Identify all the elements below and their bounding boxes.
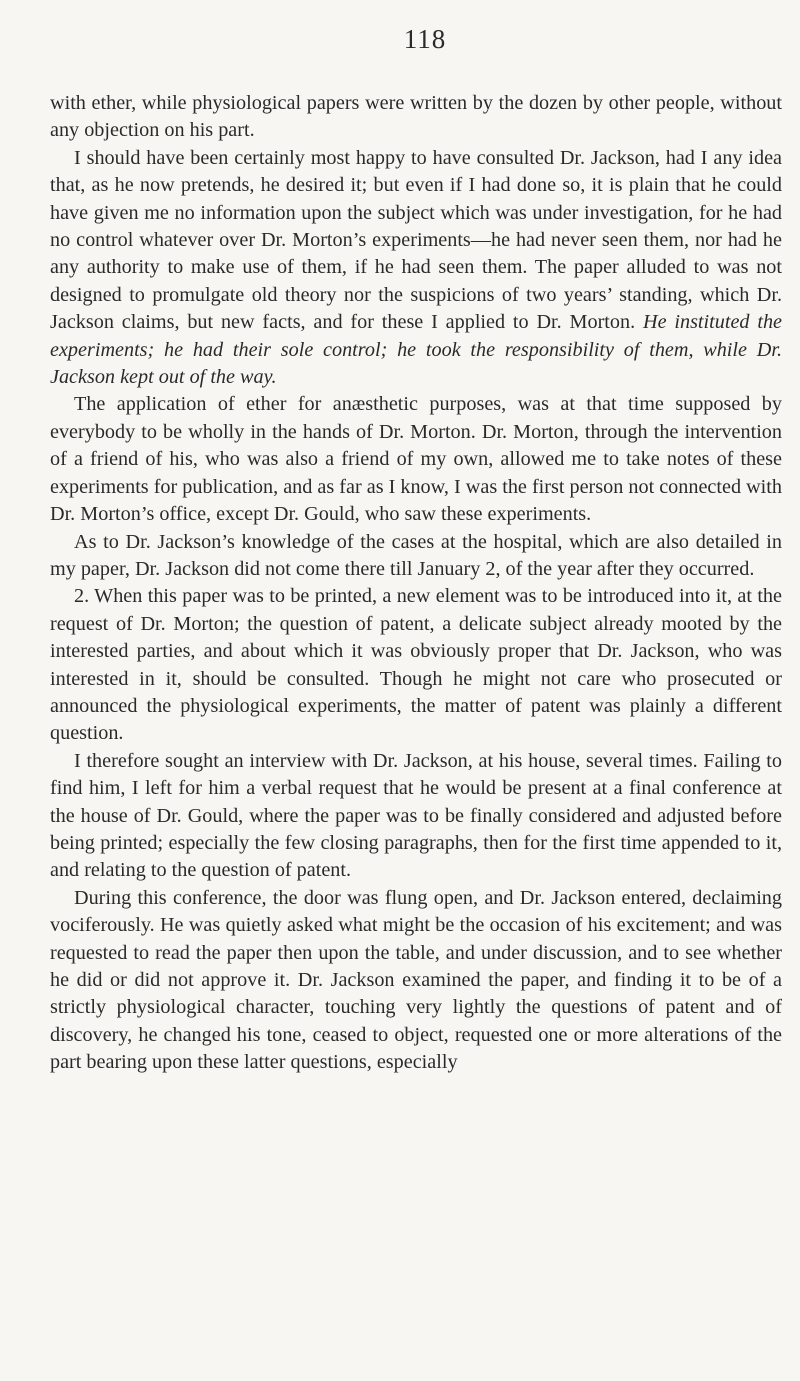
body-text bbox=[50, 90, 782, 1077]
italic-text-run: He instituted the experiments; he had their sole control; he took the responsibility of them, while Dr. Jackson kept out of the way. bbox=[50, 311, 783, 389]
text-run: with ether, while physiological papers were written by the dozen by other people, without any objection on his part. bbox=[50, 92, 782, 142]
text-run: As to Dr. Jackson’s knowledge of the cases at the hospital, which are also detailed in my paper, Dr. Jackson did not come there till January 2, of the year after they occurred. bbox=[50, 530, 782, 580]
paragraph bbox=[50, 885, 782, 1077]
paragraph bbox=[50, 583, 782, 747]
text-run: I therefore sought an interview with Dr. Jackson, at his house, several times. Failing to find him, I left for him a verbal request that he would be present at a final conference at the house of Dr. Gould, where the paper was to be finally considered and adjusted before being printed; especially the few closing paragraphs, then for the first time appended to it, and relating to the question of patent. bbox=[50, 749, 782, 882]
text-run: 2. When this paper was to be printed, a new element was to be introduced into it, at the request of Dr. Morton; the question of patent, a delicate subject already mooted by the interested parties, and about which it was obviously proper that Dr. Jackson, who was interested in it, should be consulted. Though he might not care who prosecuted or announced the physiological experiments, the matter of patent was plainly a different question. bbox=[50, 585, 782, 745]
paragraph bbox=[50, 90, 782, 145]
paragraph bbox=[50, 145, 782, 392]
text-run: During this conference, the door was flung open, and Dr. Jackson entered, declaiming vociferously. He was quietly asked what might be the occasion of his excitement; and was requested to read the paper then upon the table, and under discussion, and to see whether he did or did not approve it. Dr. Jackson examined the paper, and finding it to be of a strictly physiological character, touching very lightly the questions of patent and of discovery, he changed his tone, ceased to object, requested one or more alterations of the part bearing upon these latter questions, especially bbox=[50, 886, 782, 1074]
paragraph bbox=[50, 391, 782, 528]
text-run: I should have been certainly most happy to have consulted Dr. Jackson, had I any idea that, as he now pretends, he desired it; but even if I had done so, it is plain that he could have given me no information upon the subject which was under investigation, for he had no control whatever over Dr. Morton’s experiments—he had never seen them, nor had he any authority to make use of them, if he had seen them. The paper alluded to was not designed to promulgate old theory nor the suspicions of two years’ standing, which Dr. Jackson claims, but new facts, and for these I applied to Dr. Morton. bbox=[50, 146, 782, 334]
text-run: The application of ether for anæsthetic purposes, was at that time supposed by everybody to be wholly in the hands of Dr. Morton. Dr. Morton, through the intervention of a friend of his, who was also a friend of my own, allowed me to take notes of these experiments for publication, and as far as I know, I was the first person not connected with Dr. Morton’s office, except Dr. Gould, who saw these experiments. bbox=[50, 393, 782, 526]
paragraph bbox=[50, 529, 782, 584]
page-number: 118 bbox=[403, 24, 447, 54]
paragraph bbox=[50, 748, 782, 885]
